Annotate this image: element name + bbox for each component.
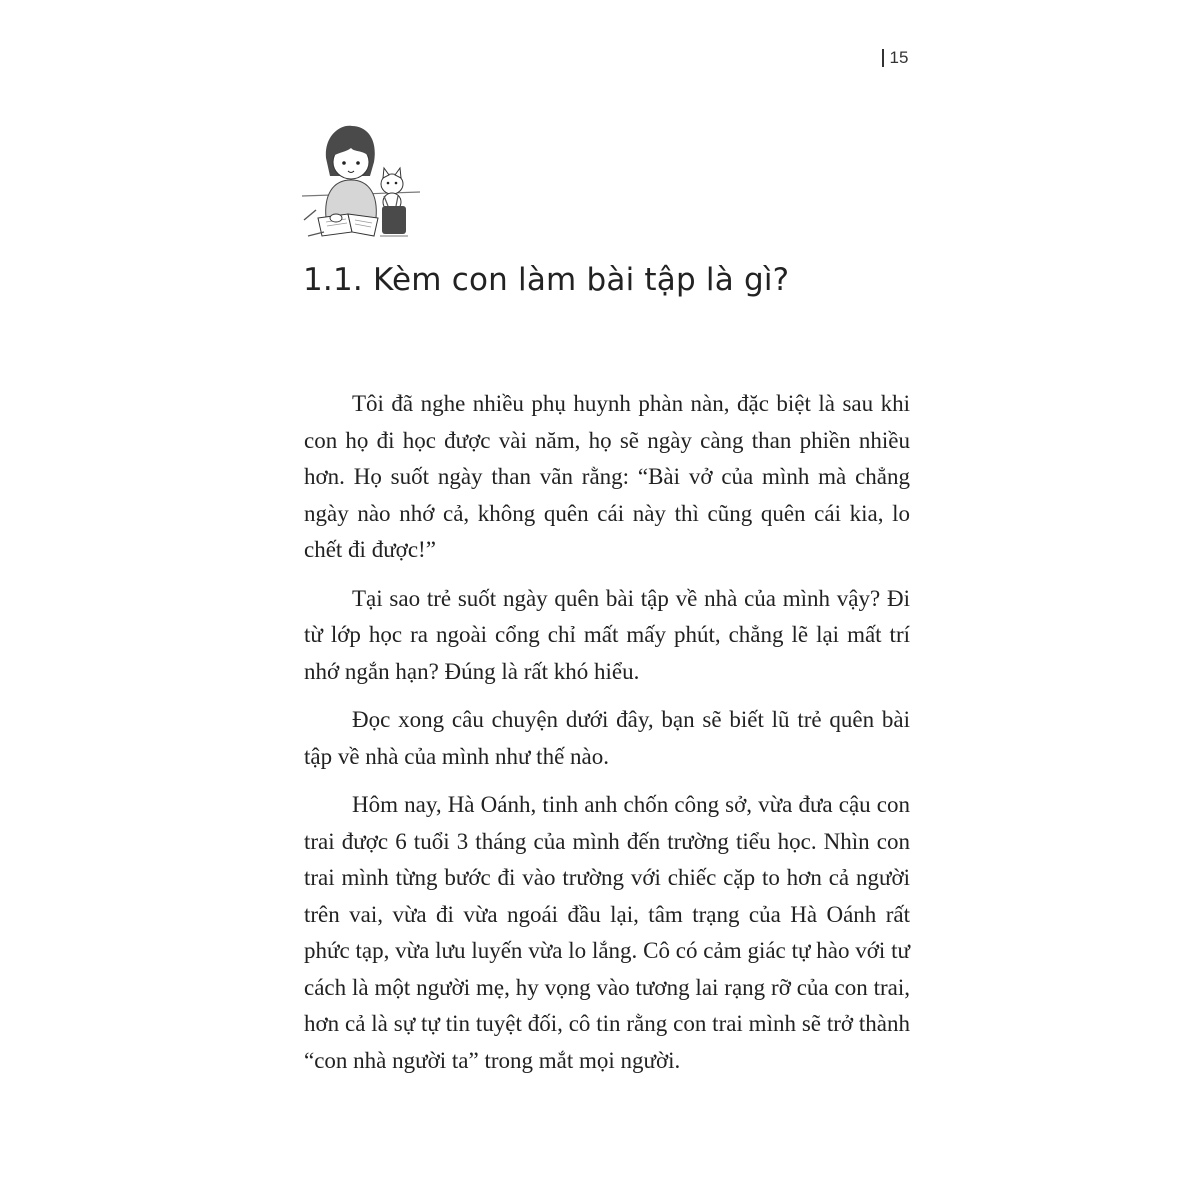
- chapter-title: 1.1. Kèm con làm bài tập là gì?: [303, 262, 790, 298]
- paragraph: Hôm nay, Hà Oánh, tinh anh chốn công sở, vừa đưa cậu con trai được 6 tuổi 3 tháng của mình đến trường tiểu học. Nhìn con trai mình từng bước đi vào trường với chiếc cặp to hơn cả người trên vai, vừa đi vừa ngoái đầu lại, tâm trạng của Hà Oánh rất phức tạp, vừa lưu luyến vừa lo lắng. Cô có cảm giác tự hào với tư cách là một người mẹ, hy vọng vào tương lai rạng rỡ của con trai, hơn cả là sự tự tin tuyệt đối, cô tin rằng con trai mình sẽ trở thành “con nhà người ta” trong mắt mọi người.: [304, 792, 910, 1073]
- girl-doing-homework-with-cat-illustration: [296, 118, 426, 246]
- paragraph: Tôi đã nghe nhiều phụ huynh phàn nàn, đặc biệt là sau khi con họ đi học được vài năm, họ sẽ ngày càng than phiền nhiều hơn. Họ suốt ngày than vãn rằng: “Bài vở của mình mà chẳng ngày nào nhớ cả, không quên cái này thì cũng quên cái kia, lo chết đi được!”: [304, 391, 910, 562]
- page-number-divider: [882, 49, 884, 67]
- paragraph: Tại sao trẻ suốt ngày quên bài tập về nhà của mình vậy? Đi từ lớp học ra ngoài cổng chỉ mất mấy phút, chẳng lẽ lại mất trí nhớ ngắn hạn? Đúng là rất khó hiểu.: [304, 585, 910, 684]
- body-text: [304, 386, 910, 1091]
- paragraph: Đọc xong câu chuyện dưới đây, bạn sẽ biết lũ trẻ quên bài tập về nhà của mình như thế nào.: [304, 707, 910, 769]
- page-number-text: 15: [889, 48, 909, 67]
- page-number: [882, 48, 908, 68]
